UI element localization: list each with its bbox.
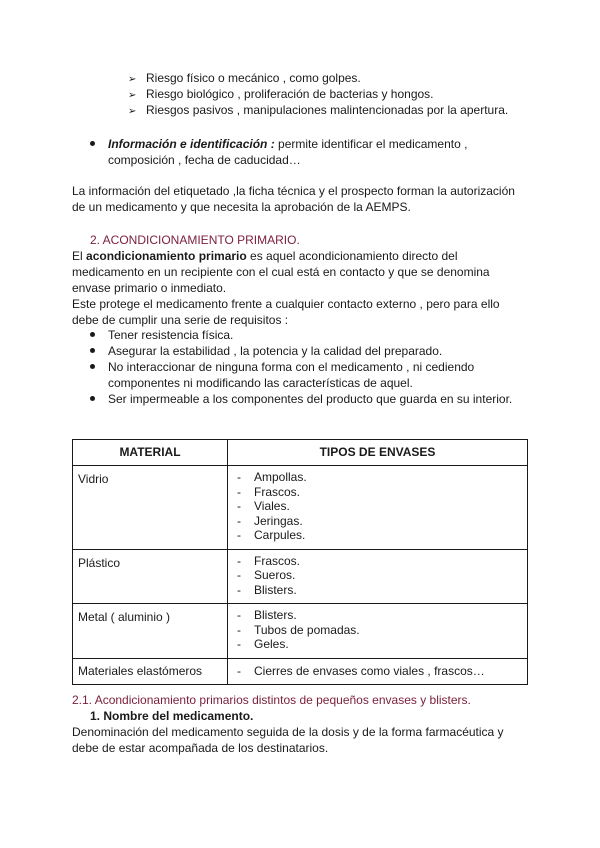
- table-header-material: MATERIAL: [73, 440, 228, 466]
- section-intro-line3: envase primario o inmediato.: [72, 281, 227, 295]
- material-cell: Plástico: [73, 549, 228, 604]
- types-cell: [228, 604, 528, 659]
- section-intro-line2: medicamento en un recipiente con el cual está en contacto y que se denomina: [72, 265, 490, 279]
- type-item: - Frascos.: [237, 553, 301, 568]
- type-item: - Jeringas.: [237, 513, 303, 528]
- arrow-bullet-icon: ➢: [128, 106, 137, 117]
- requirement-item: No interaccionar de ninguna forma con el medicamento , ni cediendo: [108, 360, 475, 374]
- types-cell: [228, 466, 528, 550]
- table-row: [73, 466, 528, 550]
- subsection-text-line2: debe de estar acompañada de los destinatarios.: [72, 741, 329, 755]
- material-cell: Metal ( aluminio ): [73, 604, 228, 659]
- subsection-text-line1: Denominación del medicamento seguida de la dosis y de la forma farmacéutica y: [72, 725, 504, 739]
- type-item: - Frascos.: [237, 484, 301, 499]
- bullet-dot-icon: [90, 392, 95, 407]
- table-row: [73, 549, 528, 604]
- risk-item: ➢ Riesgo biológico , proliferación de bacterias y hongos.: [128, 87, 434, 101]
- requirement-item: Tener resistencia física.: [108, 328, 234, 342]
- type-item: - Tubos de pomadas.: [237, 622, 360, 637]
- requirement-item-continuation: componentes ni modificando las características de aquel.: [108, 376, 413, 390]
- item-heading: 1. Nombre del medicamento.: [90, 709, 254, 723]
- table-header-row: [73, 440, 528, 466]
- risk-item: ➢ Riesgos pasivos , manipulaciones malintencionadas por la apertura.: [128, 103, 509, 117]
- paragraph-line: La información del etiquetado ,la ficha técnica y el prospecto forman la autorización: [72, 184, 515, 198]
- info-bullet: [90, 137, 95, 152]
- protect-line2: debe de cumplir una serie de requisitos :: [72, 313, 289, 327]
- type-item: - Blisters.: [237, 582, 297, 597]
- packaging-table: [72, 439, 528, 685]
- type-item: - Cierres de envases como viales , frascos…: [237, 663, 485, 678]
- requirement-item: Ser impermeable a los componentes del producto que guarda en su interior.: [108, 392, 513, 406]
- info-bullet-line1: Información e identificación : permite identificar el medicamento ,: [108, 137, 468, 151]
- bullet-dot-icon: [90, 328, 95, 343]
- protect-line1: Este protege el medicamento frente a cualquier contacto externo , pero para ello: [72, 297, 500, 311]
- type-item: - Sueros.: [237, 568, 296, 582]
- table-row: [73, 658, 528, 685]
- table-row: [73, 604, 528, 659]
- bullet-dot-icon: [90, 344, 95, 359]
- risk-item: ➢ Riesgo físico o mecánico , como golpes.: [128, 71, 361, 85]
- type-item: - Blisters.: [237, 608, 297, 622]
- type-item: - Geles.: [237, 637, 289, 651]
- types-cell: [228, 658, 528, 685]
- bullet-dot-icon: [90, 141, 95, 146]
- subsection-heading: 2.1. Acondicionamiento primarios distintos de pequeños envases y blisters.: [72, 693, 471, 707]
- material-cell: Vidrio: [73, 466, 228, 550]
- section-intro-line1: El acondicionamiento primario es aquel acondicionamiento directo del: [72, 249, 458, 263]
- arrow-bullet-icon: ➢: [128, 74, 137, 85]
- requirement-item: Asegurar la estabilidad , la potencia y la calidad del preparado.: [108, 344, 443, 358]
- type-item: - Carpules.: [237, 528, 306, 542]
- bullet-dot-icon: [90, 360, 95, 375]
- arrow-bullet-icon: ➢: [128, 90, 137, 101]
- material-cell: Materiales elastómeros: [73, 658, 228, 685]
- info-bullet-line2: composición , fecha de caducidad…: [108, 153, 301, 167]
- type-item: - Viales.: [237, 499, 290, 513]
- paragraph-line: de un medicamento y que necesita la aprobación de la AEMPS.: [72, 200, 411, 214]
- type-item: - Ampollas.: [237, 470, 307, 484]
- types-cell: [228, 549, 528, 604]
- section-heading: 2. ACONDICIONAMIENTO PRIMARIO.: [90, 233, 300, 247]
- table-header-types: TIPOS DE ENVASES: [228, 440, 528, 466]
